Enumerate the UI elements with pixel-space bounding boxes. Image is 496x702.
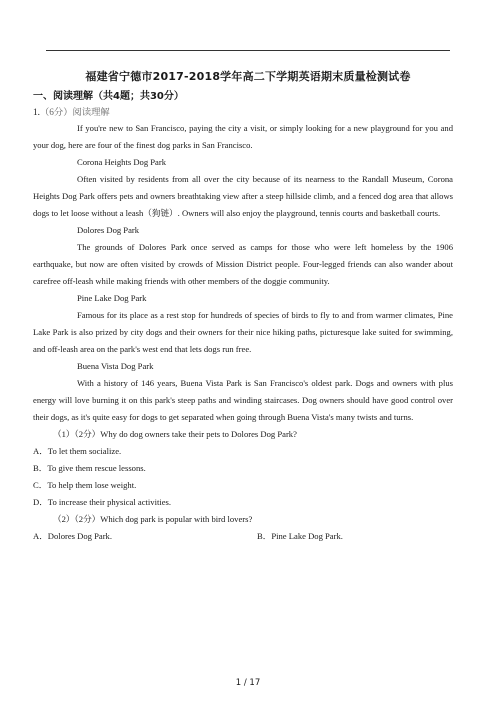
passage-body xyxy=(33,120,453,545)
subquestion-stem: （2）（2分）Which dog park is popular with bird lovers? xyxy=(53,514,253,524)
section-heading: 一、阅读理解（共4题；共30分） xyxy=(33,91,184,102)
park-name: Pine Lake Dog Park xyxy=(77,293,147,303)
page-number: 1 / 17 xyxy=(235,678,261,688)
park-name: Buena Vista Dog Park xyxy=(77,361,154,371)
exam-title: 福建省宁德市2017-2018学年高二下学期英语期末质量检测试卷 xyxy=(85,70,411,83)
park-description: The grounds of Dolores Park once served as camps for those who were left homeless by the 1906 earthquake, but now are often visited by crowds of Mission District people. Four-legged friends can also wander about carefree off-leash while making friends with other members of the doggie community. xyxy=(33,242,453,286)
park-description: Famous for its place as a rest stop for hundreds of species of birds to fly to and from warmer climates, Pine Lake Park is also prized by city dogs and their owners for their nice hiking paths, picturesque lake suited for swimming, and off-leash area on the park's west end that lets dogs run free. xyxy=(33,310,453,354)
header-rule xyxy=(46,50,450,51)
answer-option[interactable]: A．To let them socialize. xyxy=(33,446,122,456)
question-header xyxy=(33,104,110,118)
passage-intro: If you're new to San Francisco, paying the city a visit, or simply looking for a new playground for you and your dog, here are four of the finest dog parks in San Francisco. xyxy=(33,123,453,150)
answer-option-row xyxy=(33,528,453,545)
answer-option[interactable]: B．To give them rescue lessons. xyxy=(33,463,146,473)
answer-option[interactable]: C．To help them lose weight. xyxy=(33,480,137,490)
park-name: Dolores Dog Park xyxy=(77,225,140,235)
question-number: 1. xyxy=(33,108,40,118)
subquestion-stem: （1）（2分）Why do dog owners take their pets to Dolores Dog Park? xyxy=(53,429,297,439)
question-points: （6分） xyxy=(39,108,73,118)
answer-option[interactable]: D．To increase their physical activities. xyxy=(33,497,172,507)
park-description: Often visited by residents from all over the city because of its nearness to the Randall Museum, Corona Heights Dog Park offers pets and owners breathtaking view after a steep hillside climb, and a fenced dog area that allows dogs to let loose without a leash（狗链）. Owners will also enjoy the playground, tennis courts and basketball courts. xyxy=(33,174,453,218)
answer-option[interactable]: A．Dolores Dog Park. xyxy=(33,531,113,541)
park-description: With a history of 146 years, Buena Vista Park is San Francisco's oldest park. Dogs and owners with plus energy will love burning it on this park's steep paths and winding staircases. Dog owners should have good control over their dogs, as it's quite easy for dogs to get separated when going through Buena Vista's many twists and turns. xyxy=(33,378,453,422)
answer-option[interactable]: B．Pine Lake Dog Park. xyxy=(257,531,343,541)
park-name: Corona Heights Dog Park xyxy=(77,157,167,167)
question-type: 阅读理解 xyxy=(72,108,110,118)
